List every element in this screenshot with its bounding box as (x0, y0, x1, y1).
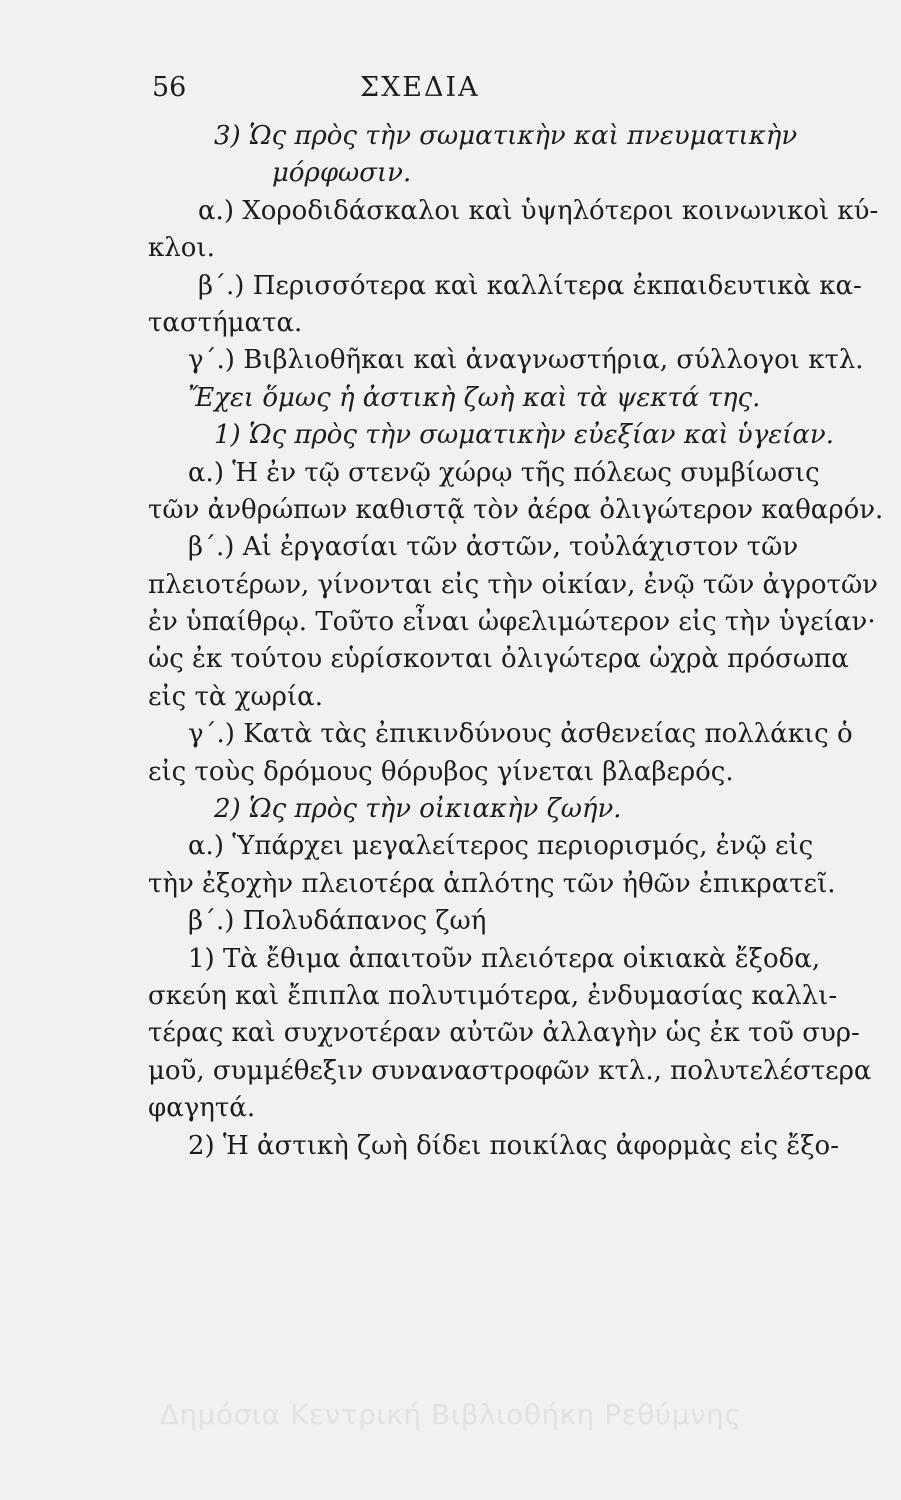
section-heading-cont: μόρφωσιν. (272, 158, 412, 189)
section-heading: 2) Ὡς πρὸς τὴν οἰκιακὴν ζωήν. (214, 794, 622, 825)
text-line: φαγητά. (148, 1093, 256, 1124)
text-line: τὴν ἐξοχὴν πλειοτέρα ἁπλότης τῶν ἠθῶν ἐπικρατεῖ. (148, 868, 836, 899)
text-line: 2) Ἡ ἀστικὴ ζωὴ δίδει ποικίλας ἀφορμὰς εἰς ἔξο- (188, 1130, 839, 1161)
text-line: ἐν ὑπαίθρῳ. Τοῦτο εἶναι ὠφελιμώτερον εἰς τὴν ὑγείαν· (148, 607, 876, 638)
text-line: εἰς τοὺς δρόμους θόρυβος γίνεται βλαβερός. (148, 756, 734, 787)
text-line: εἰς τὰ χωρία. (148, 681, 323, 712)
running-head: ΣΧΕΔΙΑ (360, 72, 480, 103)
text-line: τέρας καὶ συχνοτέραν αὐτῶν ἀλλαγὴν ὡς ἐκ τοῦ συρ- (148, 1018, 860, 1049)
text-line: α.) Ἡ ἐν τῷ στενῷ χώρῳ τῆς πόλεως συμβίωσις (188, 457, 820, 488)
library-watermark: Δημόσια Κεντρική Βιβλιοθήκη Ρεθύμνης (159, 1398, 742, 1431)
text-line: β΄.) Αἱ ἐργασίαι τῶν ἀστῶν, τοὐλάχιστον τῶν (188, 532, 799, 563)
text-line: β΄.) Περισσότερα καὶ καλλίτερα ἐκπαιδευτικὰ κα- (198, 270, 862, 301)
text-line: ταστήματα. (148, 307, 303, 338)
section-heading: Ἔχει ὅμως ἡ ἀστικὴ ζωὴ καὶ τὰ ψεκτά της. (188, 382, 761, 413)
text-line: σκεύη καὶ ἔπιπλα πολυτιμότερα, ἐνδυμασίας καλλι- (148, 980, 838, 1011)
text-line: ὡς ἐκ τούτου εὑρίσκονται ὀλιγώτερα ὠχρὰ πρόσωπα (148, 644, 849, 675)
text-line: β΄.) Πολυδάπανος ζωή (188, 906, 487, 937)
text-line: α.) Ὑπάρχει μεγαλείτερος περιορισμός, ἐνῷ εἰς (188, 831, 814, 862)
section-heading: 1) Ὡς πρὸς τὴν σωματικὴν εὐεξίαν καὶ ὑγείαν. (214, 420, 835, 451)
text-line: α.) Χοροδιδάσκαλοι καὶ ὑψηλότεροι κοινωνικοὶ κύ- (198, 195, 879, 226)
text-line: κλοι. (148, 233, 215, 264)
text-line: 1) Τὰ ἔθιμα ἀπαιτοῦν πλειότερα οἰκιακὰ ἔξοδα, (188, 943, 821, 974)
page-number: 56 (152, 72, 187, 103)
text-line: γ΄.) Βιβλιοθῆκαι καὶ ἀναγνωστήρια, σύλλογοι κτλ. (188, 345, 864, 376)
text-line: γ΄.) Κατὰ τὰς ἐπικινδύνους ἀσθενείας πολλάκις ὁ (188, 719, 853, 750)
page-header (0, 72, 901, 112)
page-body (148, 118, 884, 1165)
text-line: πλειοτέρων, γίνονται εἰς τὴν οἰκίαν, ἐνῷ τῶν ἀγροτῶν (148, 569, 878, 600)
text-line: μοῦ, συμμέθεξιν συναναστροφῶν κτλ., πολυτελέστερα (148, 1055, 872, 1086)
section-heading: 3) Ὡς πρὸς τὴν σωματικὴν καὶ πνευματικὴν (214, 121, 798, 151)
text-line: τῶν ἀνθρώπων καθιστᾷ τὸν ἀέρα ὀλιγώτερον καθαρόν. (148, 494, 884, 525)
